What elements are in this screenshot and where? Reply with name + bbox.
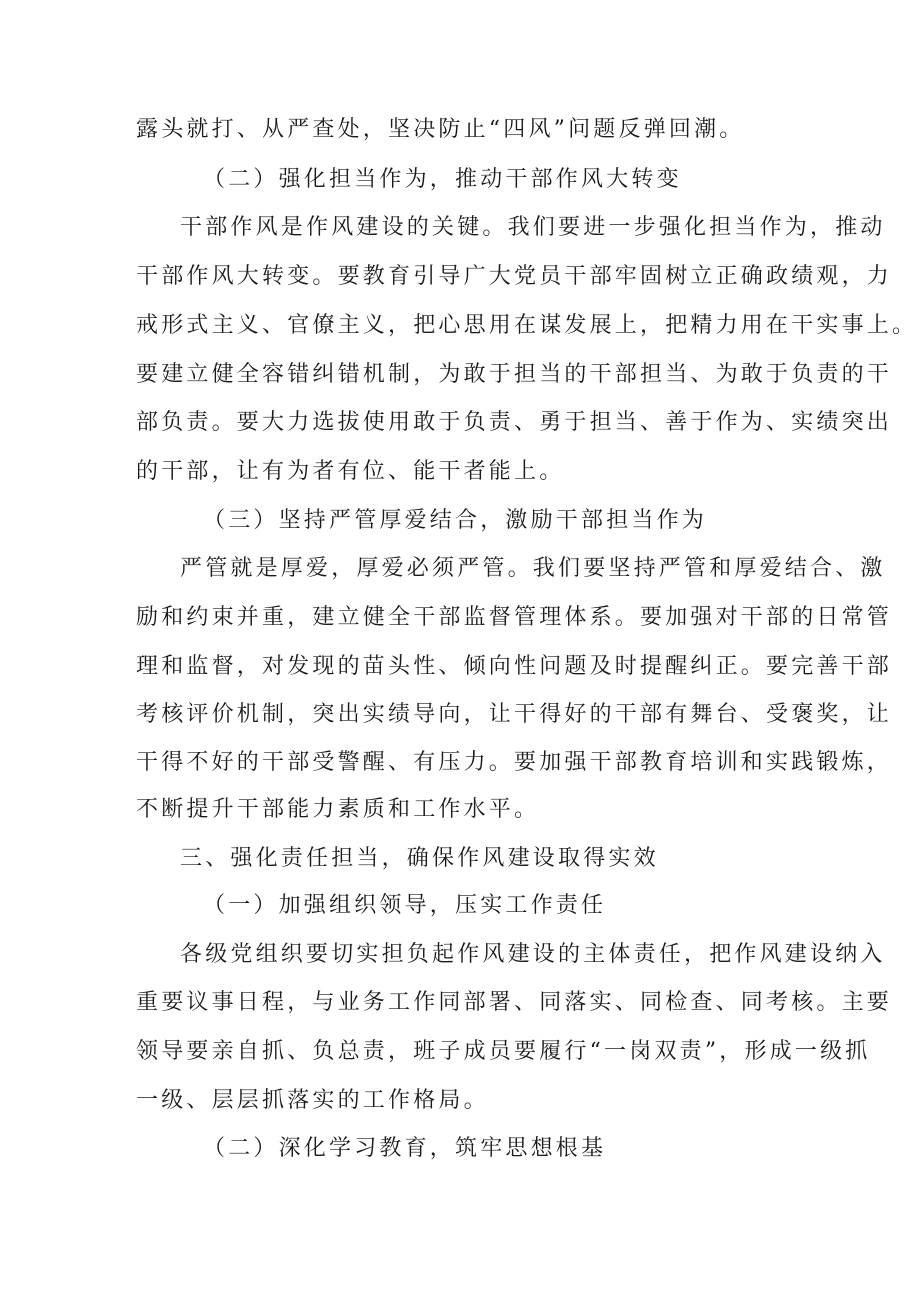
paragraph-line: 干部作风是作风建设的关键。我们要进一步强化担当作为，推动 (180, 215, 886, 240)
section-heading: （一）加强组织领导，压实工作责任 (203, 893, 607, 918)
paragraph-line: 严管就是厚爱，厚爱必须严管。我们要坚持严管和厚爱结合、激 (180, 556, 886, 581)
paragraph-line: 戒形式主义、官僚主义，把心思用在谋发展上，把精力用在干实事上。 (136, 313, 918, 338)
paragraph-line: 领导要亲自抓、负总责，班子成员要履行“一岗双责”，形成一级抓 (136, 1039, 871, 1064)
section-heading: （二）深化学习教育，筑牢思想根基 (203, 1136, 607, 1161)
paragraph-line: 励和约束并重，建立健全干部监督管理体系。要加强对干部的日常管 (136, 605, 893, 630)
paragraph-line: 露头就打、从严查处，坚决防止“四风”问题反弹回潮。 (136, 117, 745, 142)
paragraph-line: 理和监督，对发现的苗头性、倾向性问题及时提醒纠正。要完善干部 (136, 654, 893, 679)
paragraph-line: 考核评价机制，突出实绩导向，让干得好的干部有舞台、受褒奖，让 (136, 702, 893, 727)
paragraph-line: 的干部，让有为者有位、能干者能上。 (136, 459, 565, 484)
paragraph-line: 要建立健全容错纠错机制，为敢于担当的干部担当、为敢于负责的干 (136, 362, 893, 387)
chapter-heading: 三、强化责任担当，确保作风建设取得实效 (180, 846, 659, 871)
paragraph-line: 干得不好的干部受警醒、有压力。要加强干部教育培训和实践锻炼， (136, 750, 893, 775)
paragraph-line: 一级、层层抓落实的工作格局。 (136, 1088, 489, 1113)
paragraph-line: 各级党组织要切实担负起作风建设的主体责任，把作风建设纳入 (180, 942, 886, 967)
section-heading: （二）强化担当作为，推动干部作风大转变 (203, 167, 682, 192)
paragraph-line: 干部作风大转变。要教育引导广大党员干部牢固树立正确政绩观，力 (136, 264, 893, 289)
section-heading: （三）坚持严管厚爱结合，激励干部担当作为 (203, 508, 708, 533)
paragraph-line: 部负责。要大力选拔使用敢于负责、勇于担当、善于作为、实绩突出 (136, 410, 893, 435)
paragraph-line: 重要议事日程，与业务工作同部署、同落实、同检查、同考核。主要 (136, 990, 893, 1015)
paragraph-line: 不断提升干部能力素质和工作水平。 (136, 797, 540, 822)
